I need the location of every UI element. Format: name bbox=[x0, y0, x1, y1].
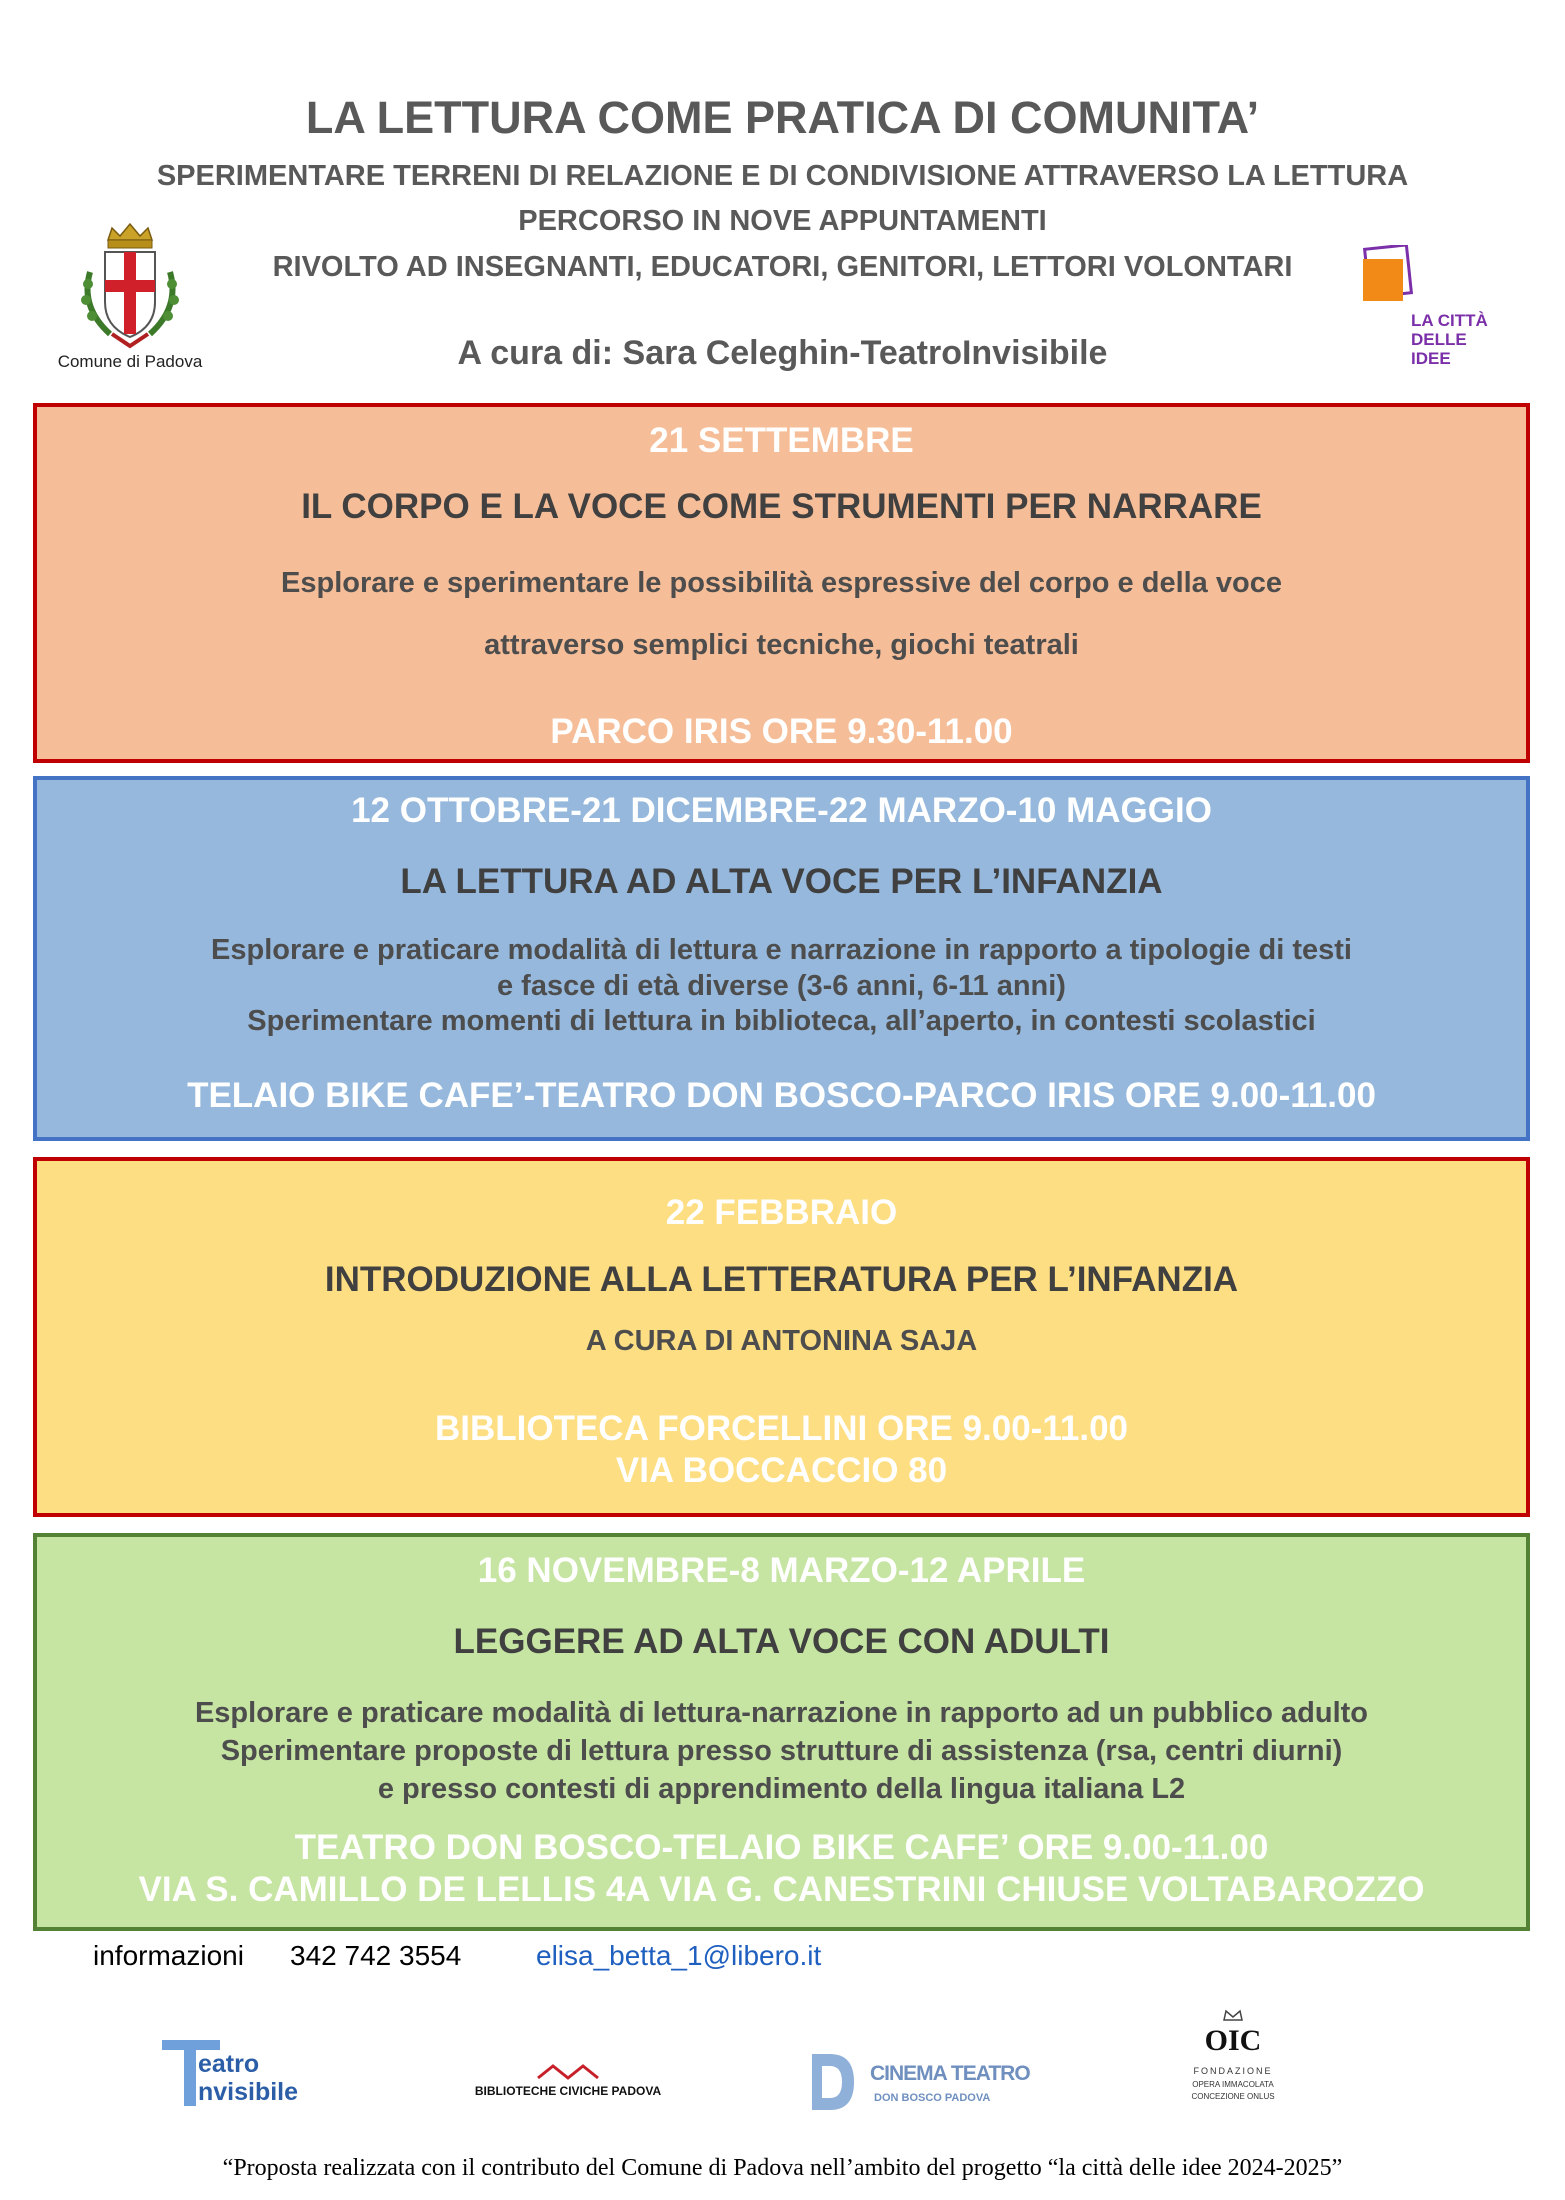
event-date: 22 FEBBRAIO bbox=[665, 1193, 898, 1232]
event-box-adulti bbox=[33, 1533, 1530, 1931]
citta-logo-line: IDEE bbox=[1411, 349, 1451, 368]
event-description: Esplorare e praticare modalità di lettura-narrazione in rapporto ad un pubblico adulto bbox=[194, 1697, 1369, 1729]
crown-icon bbox=[1178, 2008, 1288, 2022]
event-description: e fasce di età diverse (3-6 anni, 6-11 anni) bbox=[497, 970, 1066, 1002]
square-shapes-icon bbox=[1355, 245, 1415, 315]
event-date: 16 NOVEMBRE-8 MARZO-12 APRILE bbox=[477, 1551, 1086, 1590]
event-place: BIBLIOTECA FORCELLINI ORE 9.00-11.00 bbox=[434, 1409, 1128, 1448]
comune-padova-label: Comune di Padova bbox=[57, 352, 203, 371]
oic-logo-line: OPERA IMMACOLATA bbox=[1192, 2080, 1274, 2089]
event-place: TEATRO DON BOSCO-TELAIO BIKE CAFE’ ORE 9.00-11.00 bbox=[294, 1828, 1269, 1867]
event-description: Esplorare e praticare modalità di lettura e narrazione in rapporto a tipologie di testi bbox=[211, 934, 1352, 966]
biblioteche-label: BIBLIOTECHE CIVICHE PADOVA bbox=[474, 2084, 662, 2098]
event-title: LEGGERE AD ALTA VOCE CON ADULTI bbox=[453, 1622, 1110, 1661]
oic-logo bbox=[1178, 2008, 1288, 2118]
teatro-invisibile-logo bbox=[162, 2040, 332, 2110]
event-place: VIA BOCCACCIO 80 bbox=[615, 1451, 948, 1490]
course-info: PERCORSO IN NOVE APPUNTAMENTI bbox=[518, 205, 1047, 237]
oic-logo-line: OIC bbox=[1204, 2024, 1262, 2057]
event-title: IL CORPO E LA VOCE COME STRUMENTI PER NARRARE bbox=[301, 487, 1262, 526]
teatro-logo-line: eatro bbox=[198, 2050, 260, 2078]
event-place: PARCO IRIS ORE 9.30-11.00 bbox=[550, 712, 1013, 751]
citta-logo-line: LA CITTÀ bbox=[1411, 311, 1488, 330]
event-box-settembre bbox=[33, 403, 1530, 763]
citta-logo-line: DELLE bbox=[1411, 330, 1467, 349]
d-letter-icon bbox=[808, 2050, 858, 2114]
event-title: LA LETTURA AD ALTA VOCE PER L’INFANZIA bbox=[400, 862, 1163, 901]
cinema-teatro-logo bbox=[808, 2050, 1058, 2120]
biblioteche-mark-icon bbox=[468, 2062, 668, 2082]
event-description: Sperimentare proposte di lettura presso strutture di assistenza (rsa, centri diurni) bbox=[220, 1735, 1343, 1767]
biblioteche-logo bbox=[468, 2062, 668, 2102]
event-date: 12 OTTOBRE-21 DICEMBRE-22 MARZO-10 MAGGIO bbox=[351, 791, 1212, 830]
citta-delle-idee-logo bbox=[1355, 245, 1515, 375]
page-subtitle: SPERIMENTARE TERRENI DI RELAZIONE E DI CONDIVISIONE ATTRAVERSO LA LETTURA bbox=[156, 160, 1409, 192]
event-description: Esplorare e sperimentare le possibilità espressive del corpo e della voce bbox=[281, 567, 1282, 599]
event-box-infanzia bbox=[33, 776, 1530, 1141]
comune-padova-logo bbox=[50, 222, 210, 378]
event-description: Sperimentare momenti di lettura in biblioteca, all’aperto, in contesti scolastici bbox=[247, 1005, 1316, 1037]
curated-by: A cura di: Sara Celeghin-TeatroInvisibile bbox=[457, 334, 1108, 372]
event-description: A CURA DI ANTONINA SAJA bbox=[585, 1325, 978, 1357]
teatro-logo-line: nvisibile bbox=[198, 2078, 299, 2106]
event-description: e presso contesti di apprendimento della lingua italiana L2 bbox=[377, 1773, 1186, 1805]
cinema-logo-line: CINEMA TEATRO bbox=[870, 2062, 1030, 2085]
info-email-link[interactable]: elisa_betta_1@libero.it bbox=[536, 1940, 822, 1971]
event-place: VIA S. CAMILLO DE LELLIS 4A VIA G. CANESTRINI CHIUSE VOLTABAROZZO bbox=[138, 1870, 1425, 1909]
padova-crest-icon bbox=[50, 222, 210, 352]
info-label: informazioni bbox=[93, 1940, 244, 1971]
audience-info: RIVOLTO AD INSEGNANTI, EDUCATORI, GENITORI, LETTORI VOLONTARI bbox=[272, 251, 1293, 283]
cinema-logo-line: DON BOSCO PADOVA bbox=[874, 2092, 991, 2104]
info-phone: 342 742 3554 bbox=[290, 1940, 462, 1971]
page-title: LA LETTURA COME PRATICA DI COMUNITA’ bbox=[305, 92, 1260, 143]
event-title: INTRODUZIONE ALLA LETTERATURA PER L’INFANZIA bbox=[324, 1260, 1239, 1299]
oic-logo-line: FONDAZIONE bbox=[1193, 2066, 1273, 2076]
footer-note: “Proposta realizzata con il contributo del Comune di Padova nell’ambito del progetto “la città delle idee 2024-2025” bbox=[222, 2155, 1343, 2181]
event-description: attraverso semplici tecniche, giochi teatrali bbox=[484, 629, 1079, 661]
event-box-febbraio bbox=[33, 1157, 1530, 1517]
oic-logo-line: CONCEZIONE ONLUS bbox=[1191, 2092, 1275, 2101]
event-place: TELAIO BIKE CAFE’-TEATRO DON BOSCO-PARCO IRIS ORE 9.00-11.00 bbox=[187, 1076, 1376, 1115]
event-date: 21 SETTEMBRE bbox=[649, 421, 914, 460]
